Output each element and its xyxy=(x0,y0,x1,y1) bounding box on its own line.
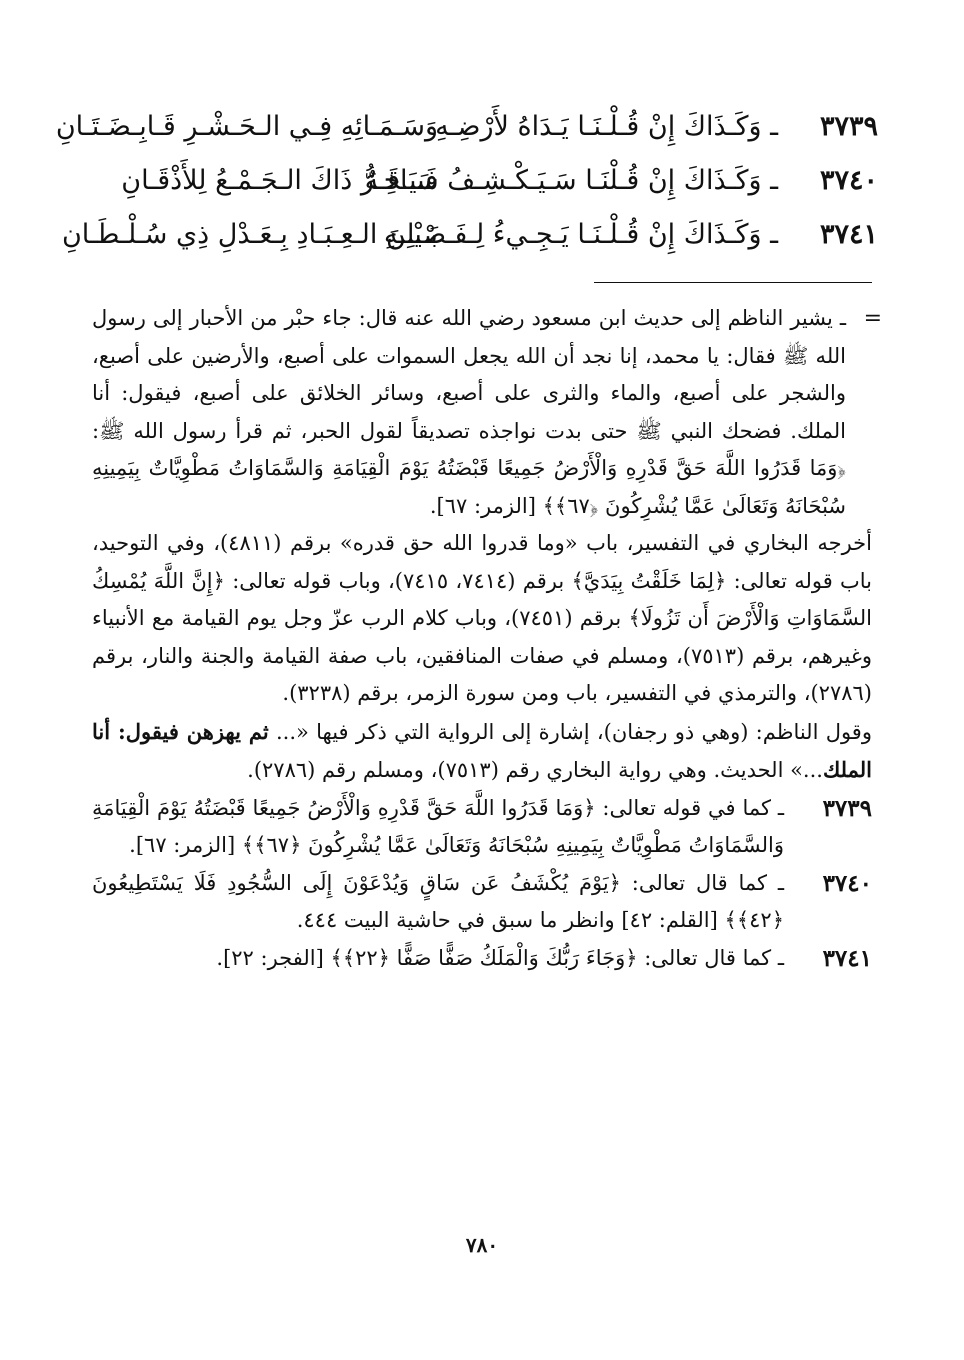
footnote-number: ٣٧٣٩ xyxy=(822,794,872,822)
continuation-mark: = xyxy=(863,306,882,331)
footnote-paragraph xyxy=(92,713,872,790)
verse-second-hemistich: فَـيَـخِـرُّ ذَاكَ الـجَـمْـعُ لِلأَذْقَـانِ xyxy=(121,165,438,196)
verse-second-hemistich: وَسَـمَـائِهِ فِـي الـحَـشْـرِ قَـابِـضَـتَـانِ xyxy=(55,111,438,142)
footnote-text: ...» الحديث. وهي رواية البخاري رقم (٧٥١٣)، ومسلم رقم (٢٧٨٦). xyxy=(247,758,823,782)
verse-footnote xyxy=(92,940,872,978)
footnote-separator xyxy=(594,282,872,283)
footnote-text: ـ كما في قوله تعالى: ﴿وَمَا قَدَرُوا اللَّهَ حَقَّ قَدْرِهِ وَالْأَرْضُ جَمِيعًا قَبْضَتُهُ يَوْمَ الْقِيَامَةِ وَالسَّمَاوَاتُ مَطْوِيَّاتٌ بِيَمِينِهِ سُبْحَانَهُ وَتَعَالَىٰ عَمَّا يُشْرِكُونَ ﴿٦٧﴾﴾ [الزمر: ٦٧]. xyxy=(92,795,784,857)
verse-number: ٣٧٣٩ xyxy=(819,111,878,142)
verse-first-hemistich: ـ وَكَـذَاكَ إِنْ قُـلْـنَـا يَـجِـيءُ لِـفَـصْـلِـهِ xyxy=(383,219,778,250)
verse-line xyxy=(78,154,878,208)
footnote-text: ـ كما قال تعالى: ﴿يَوْمَ يُكْشَفُ عَن سَاقٍ وَيُدْعَوْنَ إِلَى السُّجُودِ فَلَا يَسْتَطِيعُونَ ﴿٤٢﴾﴾ [القلم: ٤٢] وانظر ما سبق في حاشية البيت ٤٤٤. xyxy=(92,870,784,932)
footnote-bold-text: ثم يهزهن فيقول: أنا الملك xyxy=(92,718,872,782)
page-number: ٧٨٠ xyxy=(465,1233,499,1257)
verse-line xyxy=(55,100,878,154)
verse-line xyxy=(61,208,878,262)
footnotes xyxy=(92,300,882,977)
verse-first-hemistich: ـ وَكَـذَاكَ إِنْ قُـلْـنَـا يَـدَاهُ لأَرْضِـهِ xyxy=(435,111,778,142)
verse-footnote xyxy=(92,790,872,865)
footnote-number: ٣٧٤١ xyxy=(822,944,872,972)
verse-first-hemistich: ـ وَكَـذَاكَ إِنْ قُـلْنَـا سَـيَـكْـشِـفُ سَـاقَـهُ xyxy=(364,165,778,196)
footnote-text: ـ كما قال تعالى: ﴿وَجَاءَ رَبُّكَ وَالْمَلَكُ صَفًّا صَفًّا ﴿٢٢﴾﴾ [الفجر: ٢٢]. xyxy=(216,945,784,970)
poem-verses xyxy=(55,100,878,262)
footnote-number: ٣٧٤٠ xyxy=(822,869,872,897)
footnote-text: وقول الناظم: (وهي ذو رجفان)، إشارة إلى الرواية التي ذكر فيها «... xyxy=(268,719,872,744)
footnote-paragraph: ـ يشير الناظم إلى حديث ابن مسعود رضي الله عنه قال: جاء حبْر من الأحبار إلى رسول الله ﷺ فقال: يا محمد، إنا نجد أن الله يجعل السموات على أصبع، والأرضين على أصبع، والشجر على أصبع، والماء والثرى على أصبع، وسائر الخلائق على أصبع، فيقول: أنا الملك. فضحك النبي ﷺ حتى بدت نواجذه تصديقاً لقول الحبر، ثم قرأ رسول الله ﷺ: ﴿وَمَا قَدَرُوا اللَّهَ حَقَّ قَدْرِهِ وَالْأَرْضُ جَمِيعًا قَبْضَتُهُ يَوْمَ الْقِيَامَةِ وَالسَّمَاوَاتُ مَطْوِيَّاتٌ بِيَمِينِهِ سُبْحَانَهُ وَتَعَالَىٰ عَمَّا يُشْرِكُونَ ﴿٦٧﴾﴾ [الزمر: ٦٧]. xyxy=(92,306,846,518)
verse-second-hemistich: بَـيْـنَ الـعِـبَـادِ بِـعَـدْلِ ذِي سُـلْـطَـانِ xyxy=(61,219,438,250)
verse-number: ٣٧٤٠ xyxy=(819,165,878,196)
verse-number: ٣٧٤١ xyxy=(819,219,878,250)
verse-footnote xyxy=(92,865,872,940)
footnote-paragraph: أخرجه البخاري في التفسير، باب «وما قدروا الله حق قدره» برقم (٤٨١١)، وفي التوحيد، باب قوله تعالى: ﴿لِمَا خَلَقْتُ بِيَدَيَّ﴾ برقم (٧٤١٤، ٧٤١٥)، وباب قوله تعالى: ﴿إِنَّ اللَّهَ يُمْسِكُ السَّمَاوَاتِ وَالْأَرْضَ أَن تَزُولَا﴾ برقم (٧٤٥١)، وباب كلام الرب عزّ وجل يوم القيامة مع الأنبياء وغيرهم، برقم (٧٥١٣)، ومسلم في صفات المنافقين، باب صفة القيامة والجنة والنار، برقم (٢٧٨٦)، والترمذي في التفسير، باب ومن سورة الزمر، برقم (٣٢٣٨). xyxy=(92,531,873,705)
